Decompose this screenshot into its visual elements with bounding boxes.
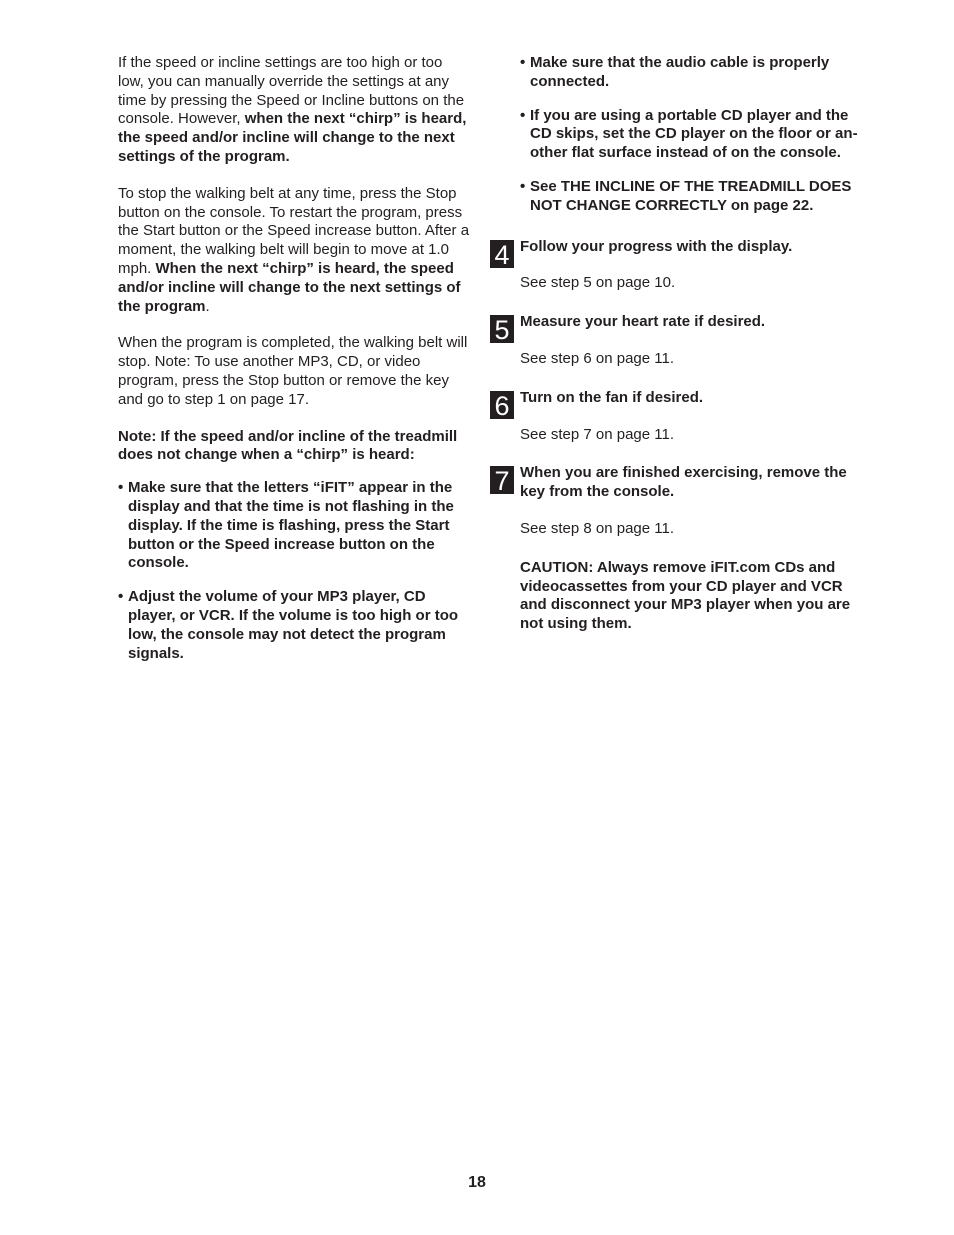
step-number-badge: 6	[490, 391, 514, 419]
bullet-item: • Adjust the volume of your MP3 player, CD player, or VCR. If the volume is too high or too low, the console may not detect the program signals.	[118, 588, 459, 662]
step-title: Measure your heart rate if desired.	[520, 313, 766, 331]
page-number: 18	[468, 1174, 486, 1191]
step-7	[490, 464, 870, 538]
step-number-badge: 7	[490, 466, 514, 494]
bullet-symbol: •	[520, 54, 526, 71]
bullet-symbol: •	[520, 106, 526, 124]
step-text: See step 5 on page 10.	[520, 274, 676, 292]
step-5	[490, 313, 870, 369]
step-title: Follow your progress with the display.	[520, 237, 793, 255]
step-number-badge: 4	[490, 240, 514, 268]
left-column	[118, 54, 470, 678]
bullet-item: • Make sure that the letters “iFIT” appear in the display and that the time is not flashing in the display. If the time is flashing, press the Start button or the Speed increase button on the console.	[118, 479, 454, 572]
stop-belt-paragraph: To stop the walking belt at any time, press the Stop button on the console. To restart the program, press the Start button or the Speed increase button. After a moment, the walking belt will begin to move at 1.0 mph. When the next “chirp” is heard, the speed and/or incline will change to the next settings of the program.	[118, 184, 470, 315]
caution-paragraph: CAUTION: Always remove iFIT.com CDs and videocassettes from your CD player and VCR and disconnect your MP3 player when you are not using them.	[520, 558, 851, 633]
chirp-note: Note: If the speed and/or incline of the treadmill does not change when a “chirp” is heard:	[118, 427, 458, 464]
step-title: When you are finished exercising, remove the key from the console.	[520, 464, 847, 501]
bullet-symbol: •	[118, 479, 124, 497]
step-number-badge: 5	[490, 315, 514, 343]
bullet-item: • If you are using a portable CD player and the CD skips, set the CD player on the floor or another flat surface instead of on the console.	[520, 106, 858, 162]
step-text: See step 8 on page 11.	[520, 519, 675, 537]
step-6	[490, 389, 870, 445]
bullet-symbol: •	[520, 177, 526, 195]
bullet-item: • Make sure that the audio cable is properly connected.	[520, 54, 830, 90]
bullet-item: • See THE INCLINE OF THE TREADMILL DOES NOT CHANGE CORRECTLY on page 22.	[520, 177, 852, 214]
right-column	[490, 54, 870, 634]
step-text: See step 7 on page 11.	[520, 425, 675, 443]
step-4	[490, 238, 870, 294]
program-complete-paragraph: When the program is completed, the walking belt will stop. Note: To use another MP3, CD, or video program, press the Stop button or remove the key and go to step 1 on page 17.	[118, 334, 468, 408]
bullet-symbol: •	[118, 588, 124, 606]
step-title: Turn on the fan if desired.	[520, 388, 704, 406]
speed-override-paragraph: If the speed or incline settings are too high or too low, you can manually override the settings at any time by pressing the Speed or Incline buttons on the console. However, when the next “chirp” is heard, the speed and/or incline will change to the next settings of the program.	[118, 54, 467, 165]
step-text: See step 6 on page 11.	[520, 349, 675, 367]
